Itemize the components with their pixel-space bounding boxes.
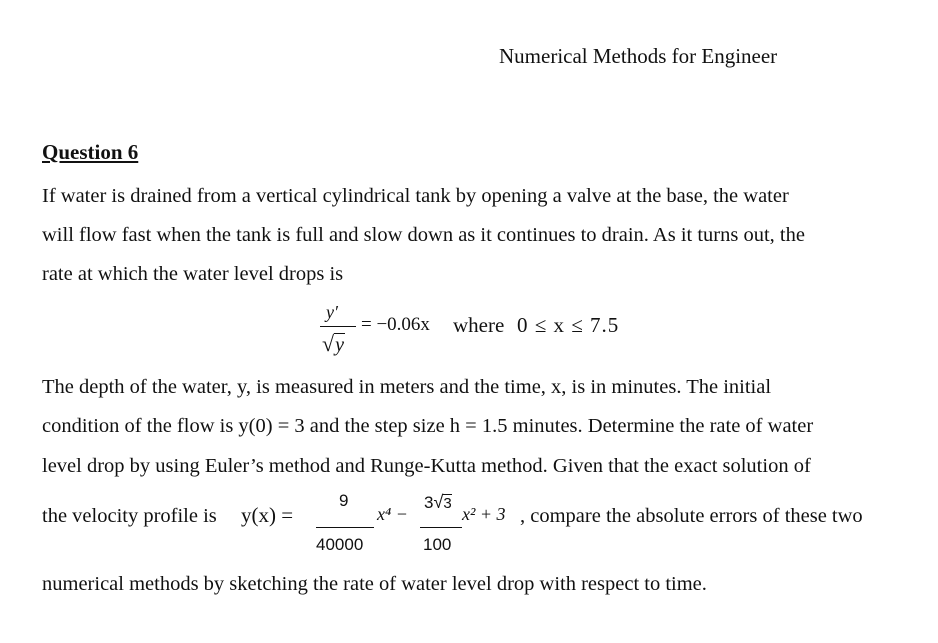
paragraph-line: If water is drained from a vertical cylindrical tank by opening a valve at the base, the water xyxy=(42,185,789,207)
paragraph-line: will flow fast when the tank is full and slow down as it continues to drain. As it turns out, the xyxy=(42,224,805,246)
exact-suffix: , compare the absolute errors of these two xyxy=(520,505,863,527)
term1: x⁴ − xyxy=(377,504,408,524)
equation-rhs: = −0.06x xyxy=(361,314,430,335)
sqrt-symbol: √ xyxy=(322,331,335,356)
paragraph-line: The depth of the water, y, is measured in meters and the time, x, is in minutes. The initial xyxy=(42,376,772,398)
sqrt-symbol: √ xyxy=(433,492,444,512)
term2: x² + 3 xyxy=(462,504,506,524)
paragraph-line: numerical methods by sketching the rate of water level drop with respect to time. xyxy=(42,573,707,595)
fraction1-bar xyxy=(316,527,374,528)
exact-lhs: y(x) = xyxy=(241,503,294,527)
question-title: Question 6 xyxy=(42,140,139,164)
exact-prefix: the velocity profile is xyxy=(42,505,217,527)
equation-condition: 0 ≤ x ≤ 7.5 xyxy=(517,313,620,337)
fraction2-denominator: 100 xyxy=(423,535,452,554)
fraction1-denominator: 40000 xyxy=(316,535,364,554)
paragraph-line: condition of the flow is y(0) = 3 and the step size h = 1.5 minutes. Determine the rate of water xyxy=(42,415,814,437)
fraction2-coef: 3 xyxy=(424,493,434,512)
equation-denominator xyxy=(322,331,345,357)
fraction2-bar xyxy=(420,527,462,528)
paragraph-line: level drop by using Euler’s method and Runge-Kutta method. Given that the exact solution of xyxy=(42,455,811,477)
paragraph-line: rate at which the water level drops is xyxy=(42,263,344,285)
course-header: Numerical Methods for Engineer xyxy=(499,44,778,68)
radicand: y xyxy=(335,334,344,356)
fraction1-numerator: 9 xyxy=(339,491,349,510)
fraction2-numerator xyxy=(424,492,452,513)
equation-numerator: y′ xyxy=(326,302,338,322)
equation-where: where xyxy=(453,313,505,337)
radicand: 3 xyxy=(443,495,452,512)
equation-fraction-bar xyxy=(320,326,356,327)
